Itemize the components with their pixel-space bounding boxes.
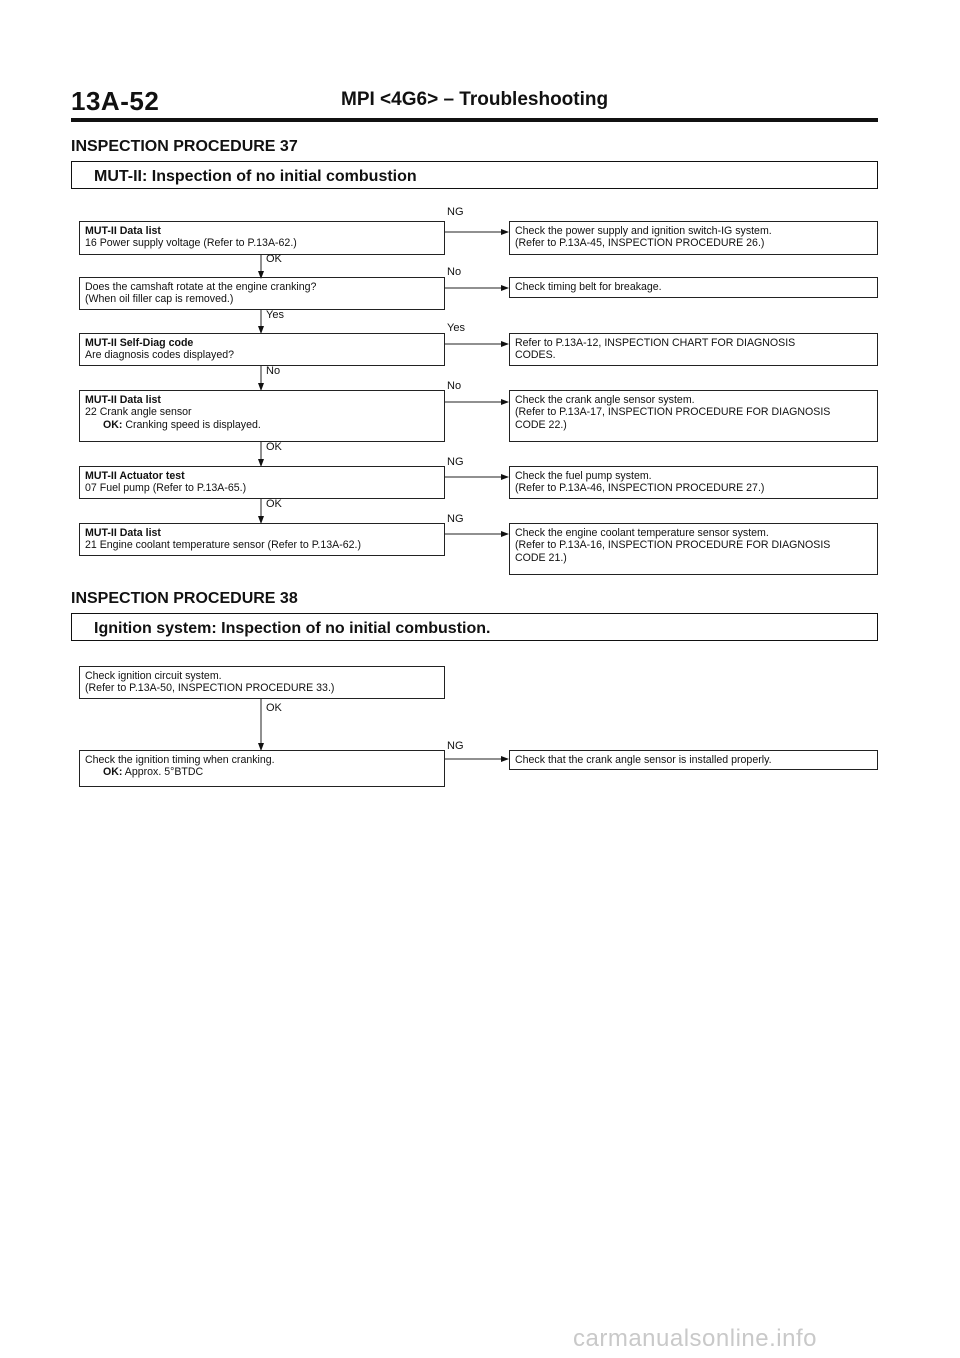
page-number: 13A-52 (71, 86, 160, 116)
step-38-2-result-box (509, 750, 878, 770)
step-4-result-line1: Check the crank angle sensor system. (515, 394, 695, 406)
step-3-result-line2: CODES. (515, 349, 556, 362)
procedure-37-banner-text: Inspection of no initial combustion (147, 168, 417, 185)
step-6-result-line3: CODE 21.) (515, 551, 567, 564)
step-38-1-box (79, 666, 445, 699)
step-6-box (79, 523, 445, 556)
step-2-result-box (509, 277, 878, 298)
step-4-ok-key: OK: (103, 418, 123, 431)
step-38-2-branch-label: NG (447, 740, 464, 752)
step-6-branch-label: NG (447, 513, 464, 525)
step-3-next-label: No (266, 365, 281, 377)
step-5-branch-label: NG (447, 456, 464, 468)
step-4-box (79, 390, 445, 442)
procedure-38-title: INSPECTION PROCEDURE 38 (71, 590, 298, 607)
step-4-result-box (509, 390, 878, 442)
step-3-title: MUT-II Self-Diag code (85, 337, 194, 349)
step-38-2-result-line1: Check that the crank angle sensor is installed properly. (515, 754, 772, 766)
step-4-item: 22 Crank angle sensor (85, 406, 192, 419)
procedure-38-banner-text: Ignition system: Inspection of no initial combustion. (94, 620, 491, 637)
step-5-result-line2: (Refer to P.13A-46, INSPECTION PROCEDURE 27.) (515, 482, 765, 495)
step-6-result-line2: (Refer to P.13A-16, INSPECTION PROCEDURE FOR DIAGNOSIS (515, 539, 831, 552)
step-6-result-line1: Check the engine coolant temperature sensor system. (515, 527, 769, 539)
step-2-question: Does the camshaft rotate at the engine cranking? (85, 281, 317, 293)
step-38-1-line2: (Refer to P.13A-50, INSPECTION PROCEDURE 33.) (85, 682, 335, 695)
step-1-box (79, 221, 445, 255)
step-4-result-line2: (Refer to P.13A-17, INSPECTION PROCEDURE FOR DIAGNOSIS (515, 406, 831, 419)
step-1-result-line2: (Refer to P.13A-45, INSPECTION PROCEDURE 26.) (515, 237, 765, 250)
step-38-1-line1: Check ignition circuit system. (85, 670, 222, 682)
step-4-next-label: OK (266, 441, 282, 453)
step-38-2-ok-key: OK: (103, 766, 123, 779)
step-5-item: 07 Fuel pump (Refer to P.13A-65.) (85, 482, 247, 495)
step-5-box (79, 466, 445, 499)
step-2-box (79, 277, 445, 310)
step-5-result-line1: Check the fuel pump system. (515, 470, 652, 482)
step-5-title: MUT-II Actuator test (85, 470, 185, 482)
step-2-result-line1: Check timing belt for breakage. (515, 281, 662, 293)
step-38-2-ok-text: Approx. 5°BTDC (122, 766, 204, 779)
step-4-title: MUT-II Data list (85, 394, 161, 406)
step-3-result-box (509, 333, 878, 366)
step-38-2-box (79, 750, 445, 787)
step-6-item: 21 Engine coolant temperature sensor (Refer to P.13A-62.) (85, 539, 361, 552)
step-1-result-line1: Check the power supply and ignition switch-IG system. (515, 225, 772, 237)
header-title: MPI <4G6> – Troubleshooting (341, 89, 609, 110)
step-4-result-line3: CODE 22.) (515, 418, 567, 431)
step-1-title: MUT-II Data list (85, 225, 161, 237)
step-3-box (79, 333, 445, 366)
step-1-result-box (509, 221, 878, 255)
procedure-38-banner (71, 613, 878, 641)
step-1-detail: 16 Power supply voltage (Refer to P.13A-62.) (85, 237, 297, 250)
step-1-next-label: OK (266, 253, 282, 265)
step-4-ok-text: Cranking speed is displayed. (122, 418, 261, 431)
step-38-1-next-label: OK (266, 702, 282, 714)
step-2-next-label: Yes (266, 309, 284, 321)
step-6-title: MUT-II Data list (85, 527, 161, 539)
step-4-branch-label: No (447, 380, 462, 392)
step-5-result-box (509, 466, 878, 499)
step-3-branch-label: Yes (447, 322, 465, 334)
step-6-result-box (509, 523, 878, 575)
procedure-37-banner-prefix: MUT-II: (94, 168, 148, 185)
procedure-37-title: INSPECTION PROCEDURE 37 (71, 138, 298, 155)
step-1-branch-label: NG (447, 206, 464, 218)
step-2-branch-label: No (447, 266, 462, 278)
step-3-result-line1: Refer to P.13A-12, INSPECTION CHART FOR DIAGNOSIS (515, 337, 796, 349)
watermark: carmanualsonline.info (573, 1325, 817, 1352)
step-3-question: Are diagnosis codes displayed? (85, 349, 234, 362)
step-2-note: (When oil filler cap is removed.) (85, 293, 234, 306)
step-5-next-label: OK (266, 498, 282, 510)
step-38-2-line1: Check the ignition timing when cranking. (85, 754, 275, 766)
